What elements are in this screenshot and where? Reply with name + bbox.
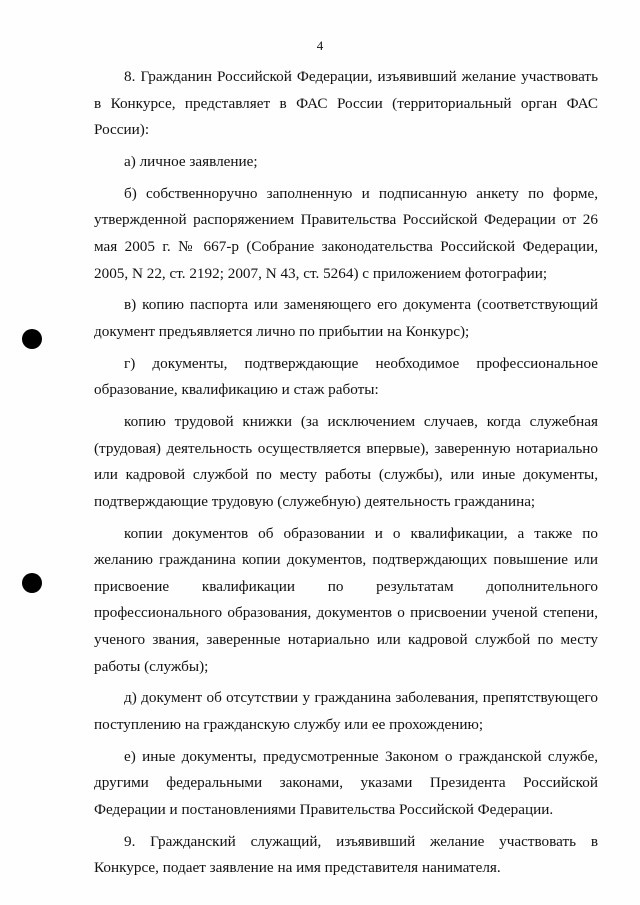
paragraph-8v: в) копию паспорта или заменяющего его документа (соответствующий документ предъявляется лично по прибытии на Конкурс);: [94, 296, 598, 340]
binder-hole-mark-bottom: [22, 573, 42, 593]
paragraph-8a: а) личное заявление;: [124, 152, 258, 170]
paragraph-8: 8. Гражданин Российской Федерации, изъявивший желание участвовать в Конкурсе, представляет в ФАС России (территориальный орган ФАС России):: [94, 68, 598, 139]
paragraph-8d: д) документ об отсутствии у гражданина заболевания, препятствующего поступлению на гражданскую службу или ее прохождению;: [94, 689, 598, 733]
page-number: 4: [316, 38, 324, 53]
paragraph-8g-education: копии документов об образовании и о квалификации, а также по желанию гражданина копии документов, подтверждающих повышение или присвоение квалификации по результатам дополнительного профессионального образования, документов о присвоении ученой степени, ученого звания, заверенные нотариально или кадровой службой по месту работы (службы);: [94, 524, 598, 675]
paragraph-8g-workbook: копию трудовой книжки (за исключением случаев, когда служебная (трудовая) деятельность осуществляется впервые), заверенную нотариально или кадровой службой по месту работы (службы), или иные документы, подтверждающие трудовую (служебную) деятельность гражданина;: [94, 413, 598, 510]
document-body: [94, 64, 598, 887]
binder-hole-mark-top: [22, 329, 42, 349]
paragraph-9: 9. Гражданский служащий, изъявивший желание участвовать в Конкурсе, подает заявление на имя представителя нанимателя.: [94, 832, 598, 877]
paragraph-8e: е) иные документы, предусмотренные Законом о гражданской службе, другими федеральными законами, указами Президента Российской Федерации и постановлениями Правительства Российской Федерации.: [94, 747, 598, 818]
paragraph-8b: б) собственноручно заполненную и подписанную анкету по форме, утвержденной распоряжением Правительства Российской Федерации от 26 мая 2005 г. № 667-р (Собрание законодательства Российской Федерации, 2005, N 22, ст. 2192; 2007, N 43, ст. 5264) с приложением фотографии;: [94, 184, 598, 282]
paragraph-8g: г) документы, подтверждающие необходимое профессиональное образование, квалификацию и стаж работы:: [94, 354, 598, 399]
